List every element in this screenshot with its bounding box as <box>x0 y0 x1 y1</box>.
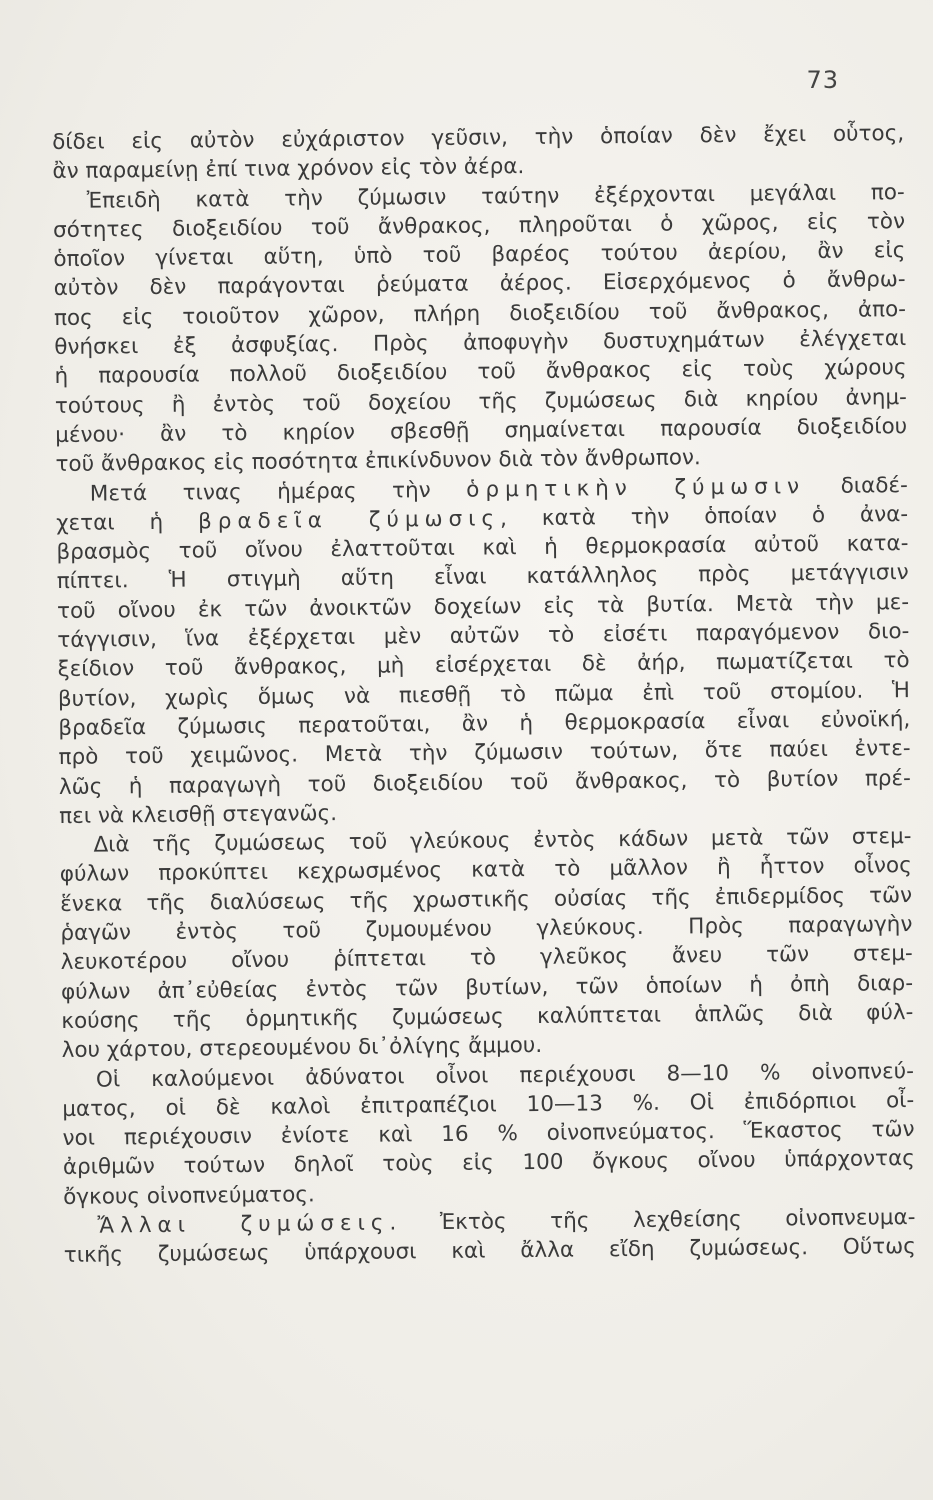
text-fragment: . Ἐκτὸς τῆς λεχθείσης οἰνοπνευμα- <box>389 1205 916 1236</box>
text-line: ὁποῖον γίνεται αὕτη, ὑπὸ τοῦ βαρέος τούτου ἀερίου, ἂν εἰς <box>53 238 906 273</box>
text-line: ἀριθμῶν τούτων δηλοῖ τοὺς εἰς 100 ὄγκους οἴνου ὑπάρχοντας <box>62 1146 915 1181</box>
text-line: τοῦ ἄνθρακος εἰς ποσότητα ἐπικίνδυνον διὰ τὸν ἄνθρωπον. <box>55 445 701 478</box>
text-line: μένου· ἂν τὸ κηρίον σβεσθῇ σημαίνεται παρουσία διοξειδίου <box>55 414 908 448</box>
spaced-emphasis: βραδεῖα ζύμωσις <box>197 506 501 535</box>
text-line: ῥαγῶν ἐντὸς τοῦ ζυμουμένου γλεύκους. Πρὸς παραγωγὴν <box>60 912 913 946</box>
text-line: ὄγκους οἰνοπνεύματος. <box>63 1181 315 1210</box>
text-line: λου χάρτου, στερεουμένου δι᾽ὀλίγης ἄμμου. <box>61 1033 543 1064</box>
text-line: ματος, οἱ δὲ καλοὶ ἐπιτραπέζιοι 10—13 %. Οἱ ἐπιδόρπιοι οἶ- <box>62 1087 915 1122</box>
text-fragment: , κατὰ τὴν ὁποίαν ὁ ἀνα- <box>499 501 909 532</box>
spaced-emphasis: Ἄλλαι ζυμώσεις <box>97 1210 390 1239</box>
text-line: φύλων ἀπ᾽εὐθείας ἐντὸς τῶν βυτίων, τῶν ὁποίων ἡ ὀπὴ διαρ- <box>60 970 914 1005</box>
text-line: τοῦ οἴνου ἐκ τῶν ἀνοικτῶν δοχείων εἰς τὰ βυτία. Μετὰ τὴν με- <box>56 589 910 624</box>
text-line: λῶς ἡ παραγωγὴ τοῦ διοξειδίου τοῦ ἄνθρακος, τὸ βυτίον πρέ- <box>58 765 911 800</box>
text-line: πος εἰς τοιοῦτον χῶρον, πλήρη διοξειδίου τοῦ ἄνθρακος, ἀπο- <box>53 296 907 331</box>
text-line: βυτίον, χωρὶς ὅμως νὰ πιεσθῇ τὸ πῶμα ἐπὶ τοῦ στομίου. Ἡ <box>57 677 911 712</box>
text-line: τάγγισιν, ἵνα ἐξέρχεται μὲν αὐτῶν τὸ εἰσέτι παραγόμενον διο- <box>57 619 910 654</box>
text-line: πρὸ τοῦ χειμῶνος. Μετὰ τὴν ζύμωσιν τούτων, ὅτε παύει ἐντε- <box>58 736 911 771</box>
text-line: κούσης τῆς ὁρμητικῆς ζυμώσεως καλύπτεται ἁπλῶς διὰ φύλ- <box>61 999 914 1034</box>
text-fragment: διαδέ- <box>804 472 908 499</box>
text-line: βραδεῖα ζύμωσις περατοῦται, ἂν ἡ θερμοκρασία εἶναι εὐνοϊκή, <box>58 706 911 741</box>
text-line: δίδει εἰς αὐτὸν εὐχάριστον γεῦσιν, τὴν ὁποίαν δὲν ἔχει οὗτος, <box>52 121 905 155</box>
text-line: φύλων προκύπτει κεχρωσμένος κατὰ τὸ μᾶλλον ἢ ἧττον οἶνος <box>59 853 912 888</box>
text-line: σότητες διοξειδίου τοῦ ἄνθρακος, πληροῦται ὁ χῶρος, εἰς τὸν <box>52 208 906 243</box>
body-text <box>52 119 916 1270</box>
text-line: βρασμὸς τοῦ οἴνου ἐλαττοῦται καὶ ἡ θερμοκρασία αὐτοῦ κατα- <box>56 531 909 566</box>
text-line: πίπτει. Ἡ στιγμὴ αὕτη εἶναι κατάλληλος πρὸς μετάγγισιν <box>56 560 909 595</box>
text-line: Ἐπειδὴ κατὰ τὴν ζύμωσιν ταύτην ἐξέρχονται μεγάλαι πο- <box>86 179 905 214</box>
text-line: λευκοτέρου οἴνου ῥίπτεται τὸ γλεῦκος ἄνευ τῶν στεμ- <box>60 941 913 976</box>
text-fragment: Μετά τινας ἡμέρας τὴν <box>89 477 467 507</box>
text-fragment: χεται ἡ <box>56 509 199 536</box>
text-line: αὐτὸν δὲν παράγονται ῥεύματα ἀέρος. Εἰσερχόμενος ὁ ἄνθρω- <box>53 267 906 302</box>
text-line: ἂν παραμείνῃ ἐπί τινα χρόνον εἰς τὸν ἀέρα. <box>52 154 525 185</box>
text-line: Οἱ καλούμενοι ἀδύνατοι οἶνοι περιέχουσι 8—10 % οἰνοπνεύ- <box>95 1058 915 1093</box>
spaced-emphasis: ὁρμητικὴν ζύμωσιν <box>466 473 806 503</box>
text-line: Διὰ τῆς ζυμώσεως τοῦ γλεύκους ἐντὸς κάδων μετὰ τῶν στεμ- <box>93 824 912 858</box>
text-line: ἕνεκα τῆς διαλύσεως τῆς χρωστικῆς οὐσίας τῆς ἐπιδερμίδος τῶν <box>59 882 913 917</box>
text-line: τούτους ἢ ἐντὸς τοῦ δοχείου τῆς ζυμώσεως διὰ κηρίου ἀνημ- <box>54 384 907 419</box>
text-line: ἡ παρουσία πολλοῦ διοξειδίου τοῦ ἄνθρακος εἰς τοὺς χώρους <box>54 355 907 390</box>
text-line: νοι περιέχουσιν ἐνίοτε καὶ 16 % οἰνοπνεύματος. Ἕκαστος τῶν <box>62 1117 915 1152</box>
page-number: 73 <box>806 66 839 94</box>
text-line: πει νὰ κλεισθῇ στεγανῶς. <box>59 800 338 829</box>
text-line: θνήσκει ἐξ ἀσφυξίας. Πρὸς ἀποφυγὴν δυστυχημάτων ἐλέγχεται <box>54 326 907 361</box>
text-line: τικῆς ζυμώσεως ὑπάρχουσι καὶ ἄλλα εἴδη ζυμώσεως. Οὕτως <box>63 1234 916 1269</box>
text-line: ξείδιον τοῦ ἄνθρακος, μὴ εἰσέρχεται δὲ ἀήρ, πωματίζεται τὸ <box>57 648 910 683</box>
